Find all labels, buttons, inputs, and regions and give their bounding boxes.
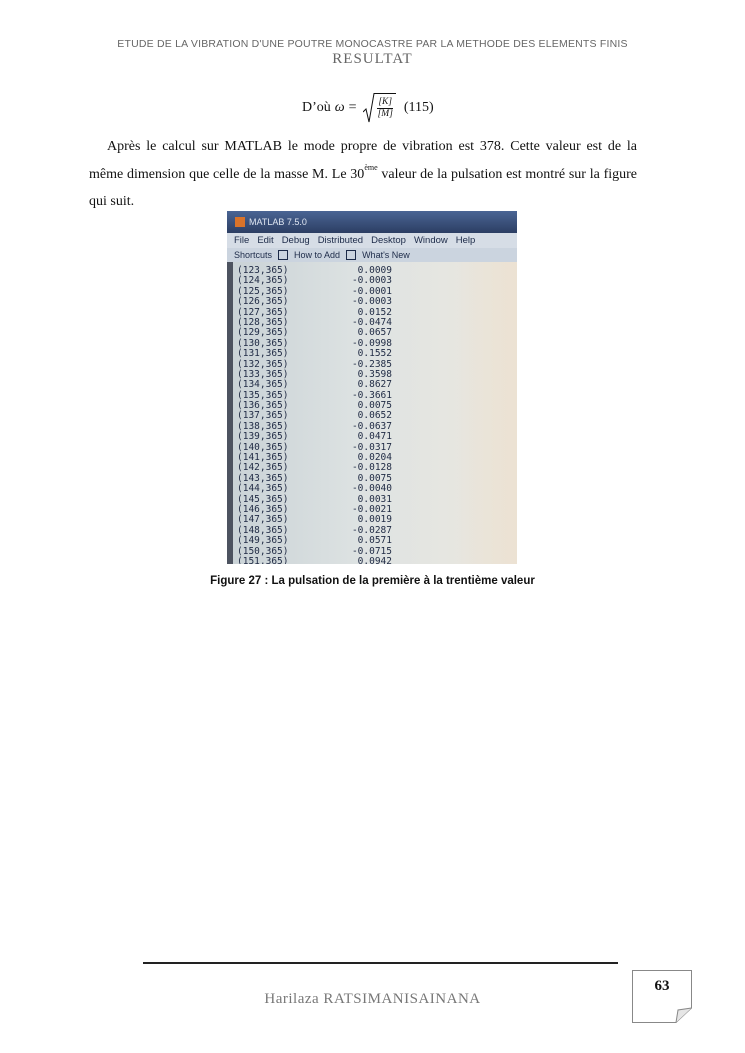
console-row-index: (129,365) [237,327,289,339]
running-header: ETUDE DE LA VIBRATION D'UNE POUTRE MONOCASTRE PAR LA METHODE DES ELEMENTS FINIS [117,38,628,50]
console-row-value: 0.0019 [357,514,392,526]
console-row [237,297,392,307]
console-row-value: 0.0152 [357,306,392,318]
console-row-index: (146,365) [237,503,289,515]
console-row-value: 0.0031 [357,493,392,505]
shortcuts-label: Shortcuts [234,250,273,260]
console-row-index: (128,365) [237,316,289,328]
console-row-index: (142,365) [237,462,289,474]
console-output [237,266,392,564]
paragraph-text-2: valeur de la pulsation est montré sur la figure qui suit. [89,166,637,209]
menu-file: File [234,235,250,246]
omega-symbol: ω [334,100,345,115]
console-row-value: -0.3661 [351,389,392,401]
console-row-index: (127,365) [237,306,289,318]
console-row-value: -0.0003 [351,296,392,308]
menu-help: Help [455,235,476,246]
console-row-index: (148,365) [237,524,289,536]
menu-desktop: Desktop [371,235,406,246]
fraction-denominator: [M] [377,109,393,119]
menu-window: Window [413,235,448,246]
page-number-box [632,970,692,1023]
console-row-index: (137,365) [237,410,289,422]
console-row-index: (141,365) [237,452,289,464]
shortcut-icon [278,250,288,260]
matlab-window-title: MATLAB 7.5.0 [249,217,307,227]
console-row-index: (133,365) [237,368,289,380]
equation-115 [302,93,434,123]
console-row-value: 0.0471 [357,431,392,443]
console-row-index: (145,365) [237,493,289,505]
console-row-value: -0.0003 [351,275,392,287]
console-row-value: -0.0474 [351,316,392,328]
console-row-value: 0.3598 [357,368,392,380]
console-row-value: 0.0652 [357,410,392,422]
equation-number: (115) [403,100,434,115]
how-to-add-label: How to Add [294,250,341,260]
console-row-index: (147,365) [237,514,289,526]
paragraph-text-1: Après le calcul sur MATLAB le mode propre de vibration est 378. Cette valeur est de la même dimension que celle de la masse M. Le 30 [89,139,637,182]
console-row-index: (123,365) [237,265,289,276]
console-row-value: -0.0021 [351,503,392,515]
console-row-index: (144,365) [237,483,289,495]
footer-author: Harilaza RATSIMANISAINANA [264,991,481,1007]
matlab-menu-bar [227,233,517,248]
figure-caption: Figure 27 : La pulsation de la première à la trentième valeur [210,575,535,587]
console-row-value: 0.1552 [357,348,392,360]
console-row-index: (143,365) [237,472,289,484]
matlab-command-window [227,262,517,564]
matlab-title-bar [227,211,517,233]
console-row-index: (126,365) [237,296,289,308]
page-number: 63 [654,978,670,994]
console-row-index: (150,365) [237,545,289,557]
console-row-index: (134,365) [237,379,289,391]
console-row-index: (136,365) [237,400,289,412]
console-row-value: -0.0317 [351,441,392,453]
console-row-value: -0.0001 [351,285,392,297]
console-row-index: (139,365) [237,431,289,443]
console-row-value: -0.0715 [351,545,392,557]
console-row-index: (149,365) [237,535,289,547]
console-row [237,349,392,359]
console-row-value: 0.0571 [357,535,392,547]
console-row-index: (132,365) [237,358,289,370]
section-title: RESULTAT [332,51,413,67]
footer-divider [143,962,618,964]
console-row-index: (131,365) [237,348,289,360]
menu-distributed: Distributed [317,235,364,246]
console-row-index: (138,365) [237,420,289,432]
console-row-value: -0.0040 [351,483,392,495]
console-row-index: (124,365) [237,275,289,287]
body-paragraph [89,133,637,216]
console-row-value: 0.0204 [357,452,392,464]
console-row-value: 0.0075 [357,400,392,412]
matlab-logo-icon [235,217,245,227]
console-row-value: 0.0009 [357,265,392,276]
console-row-index: (125,365) [237,285,289,297]
console-row-index: (151,365) [237,555,289,564]
console-row-value: -0.2385 [351,358,392,370]
console-row-value: -0.0637 [351,420,392,432]
fraction-numerator: [K] [378,97,393,107]
console-row [237,536,392,546]
console-row-index: (140,365) [237,441,289,453]
console-row-value: 0.8627 [357,379,392,391]
matlab-screenshot-photo [227,211,517,564]
console-row-value: 0.0075 [357,472,392,484]
square-root [363,93,396,123]
console-row-index: (135,365) [237,389,289,401]
console-row-value: 0.0942 [357,555,392,564]
matlab-shortcuts-bar [227,248,517,262]
stiffness-over-mass-fraction [377,97,394,120]
console-row-value: -0.0287 [351,524,392,536]
console-row-value: -0.0998 [351,337,392,349]
console-row-index: (130,365) [237,337,289,349]
paragraph-superscript: ème [364,162,378,172]
shortcut-icon [346,250,356,260]
menu-debug: Debug [281,235,310,246]
equation-prefix: D’où [302,100,331,115]
menu-edit: Edit [257,235,274,246]
equals-sign: = [348,100,357,115]
radical-icon [363,93,375,123]
console-row [237,557,392,564]
whats-new-label: What's New [362,250,410,260]
console-row-value: 0.0657 [357,327,392,339]
console-row-value: -0.0128 [351,462,392,474]
